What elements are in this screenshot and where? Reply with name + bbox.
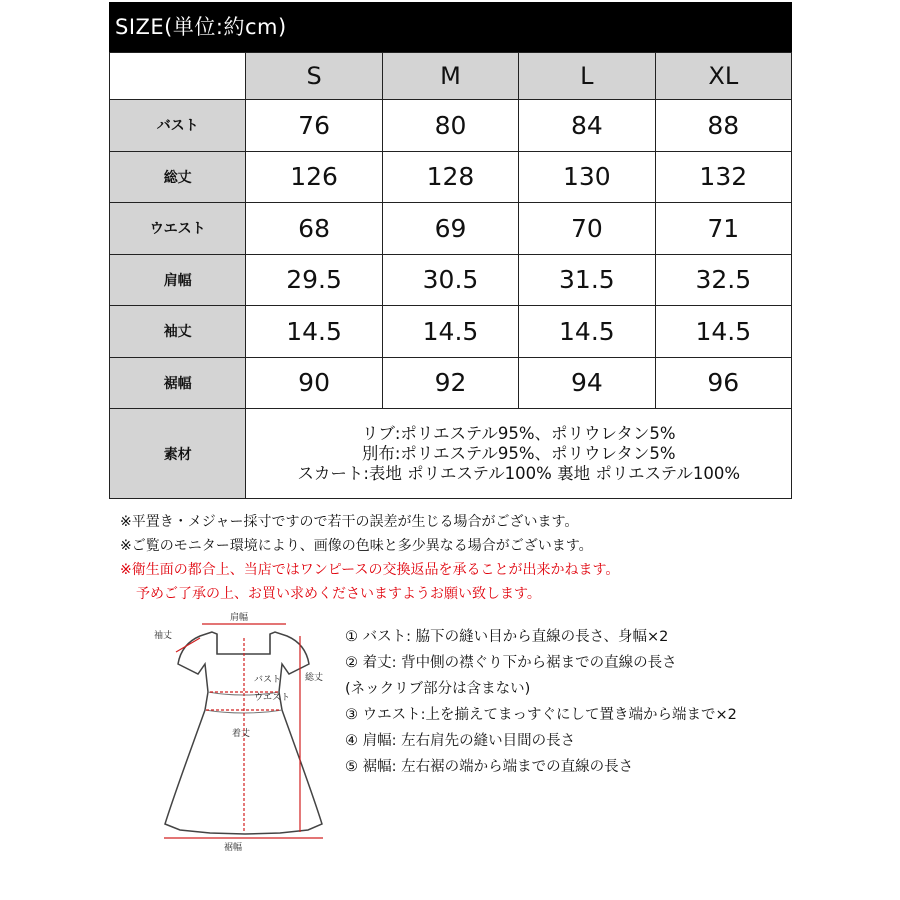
row-label-shoulder: 肩幅: [110, 254, 246, 306]
material-line: 別布:ポリエステル95%、ポリウレタン5%: [361, 443, 676, 463]
table-cell: 14.5: [655, 306, 791, 358]
label-hem: 裾幅: [224, 843, 243, 852]
size-col-l: L: [519, 53, 655, 100]
corner-cell: [110, 53, 246, 100]
label-shoulder: 肩幅: [230, 613, 249, 623]
legend-item: ③ ウエスト:上を揃えてまっすぐにして置き端から端まで×2: [345, 707, 737, 723]
row-label-material: 素材: [110, 409, 246, 499]
label-bust: バスト: [254, 675, 282, 685]
table-cell: 71: [655, 203, 791, 255]
table-cell: 68: [246, 203, 382, 255]
table-cell: 80: [382, 100, 518, 152]
row-label-sleeve: 袖丈: [110, 306, 246, 358]
table-cell: 92: [382, 357, 518, 409]
table-cell: 69: [382, 203, 518, 255]
table-cell: 130: [519, 151, 655, 203]
row-label-hem: 裾幅: [110, 357, 246, 409]
table-cell: 88: [655, 100, 791, 152]
size-col-xl: XL: [655, 53, 791, 100]
table-row-sleeve: [110, 306, 792, 358]
label-total-length: 総丈: [305, 673, 324, 683]
size-table-title: SIZE(単位:約cm): [109, 2, 792, 52]
size-col-s: S: [246, 53, 382, 100]
legend-item: ② 着丈: 背中側の襟ぐり下から裾までの直線の長さ: [345, 655, 677, 671]
material-line: リブ:ポリエステル95%、ポリウレタン5%: [361, 423, 676, 443]
row-label-waist: ウエスト: [110, 203, 246, 255]
legend-item-note: (ネックリブ部分は含まない): [345, 681, 531, 697]
table-cell: 94: [519, 357, 655, 409]
table-cell: 30.5: [382, 254, 518, 306]
table-cell: 14.5: [519, 306, 655, 358]
table-cell: 128: [382, 151, 518, 203]
table-cell: 96: [655, 357, 791, 409]
table-row-waist: [110, 203, 792, 255]
label-length: 着丈: [232, 729, 251, 739]
table-cell: 70: [519, 203, 655, 255]
warning-line: ※衛生面の都合上、当店ではワンピースの交換返品を承ることが出来かねます。: [120, 562, 620, 578]
legend-item: ① バスト: 脇下の縫い目から直線の長さ、身幅×2: [345, 629, 669, 645]
note-line: ※平置き・メジャー採寸ですので若干の誤差が生じる場合がございます。: [120, 514, 579, 530]
size-header-row: [110, 53, 792, 100]
dress-diagram: [150, 612, 340, 852]
table-row-bust: [110, 100, 792, 152]
table-cell: 76: [246, 100, 382, 152]
warning-line: 予めご了承の上、お買い求めくださいますようお願い致します。: [136, 586, 541, 602]
table-row-hem: [110, 357, 792, 409]
table-cell: 90: [246, 357, 382, 409]
label-waist: ウエスト: [254, 693, 291, 703]
table-cell: 84: [519, 100, 655, 152]
table-cell: 132: [655, 151, 791, 203]
table-cell: 32.5: [655, 254, 791, 306]
label-sleeve: 袖丈: [154, 631, 173, 641]
measurement-legend: [345, 624, 737, 780]
row-label-bust: バスト: [110, 100, 246, 152]
table-row-shoulder: [110, 254, 792, 306]
legend-item: ④ 肩幅: 左右肩先の縫い目間の長さ: [345, 733, 576, 749]
size-table: [109, 52, 792, 499]
legend-item: ⑤ 裾幅: 左右裾の端から端までの直線の長さ: [345, 759, 634, 775]
note-line: ※ご覧のモニター環境により、画像の色味と多少異なる場合がございます。: [120, 538, 593, 554]
table-cell: 31.5: [519, 254, 655, 306]
table-cell: 14.5: [382, 306, 518, 358]
table-cell: 126: [246, 151, 382, 203]
table-row-material: [110, 409, 792, 499]
table-cell: 29.5: [246, 254, 382, 306]
table-row-total-length: [110, 151, 792, 203]
dress-outline-icon: [150, 612, 340, 852]
notes: [120, 510, 619, 606]
size-col-m: M: [382, 53, 518, 100]
material-cell: [246, 409, 792, 499]
row-label-total-length: 総丈: [110, 151, 246, 203]
table-cell: 14.5: [246, 306, 382, 358]
material-line: スカート:表地 ポリエステル100% 裏地 ポリエステル100%: [297, 463, 741, 483]
